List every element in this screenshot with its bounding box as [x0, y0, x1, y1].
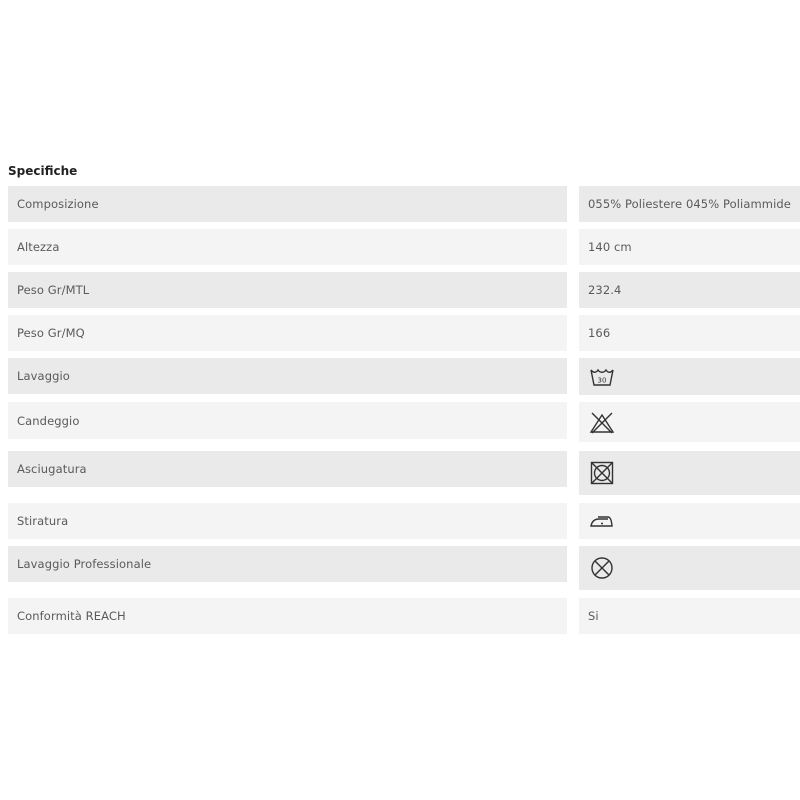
spec-value: [579, 451, 800, 495]
no-bleach-icon: [589, 410, 615, 434]
spec-value: 140 cm: [579, 229, 800, 265]
spec-row-reach: [8, 598, 800, 634]
spec-row-candeggio: [8, 402, 800, 451]
spec-row-composizione: [8, 186, 800, 229]
spec-label: Lavaggio Professionale: [8, 546, 567, 582]
section-title: Specifiche: [8, 164, 78, 178]
spec-row-peso-mtl: [8, 272, 800, 315]
spec-row-peso-mq: [8, 315, 800, 358]
spec-value: [579, 546, 800, 590]
spec-label: Composizione: [8, 186, 567, 222]
svg-text:30: 30: [597, 376, 607, 384]
spec-value: 166: [579, 315, 800, 351]
spec-label: Asciugatura: [8, 451, 567, 487]
spec-value: 055% Poliestere 045% Poliammide: [579, 186, 800, 222]
spec-row-stiratura: [8, 503, 800, 546]
spec-row-asciugatura: [8, 451, 800, 503]
spec-row-lavaggio: [8, 358, 800, 402]
spec-value: [579, 503, 800, 539]
iron-low-icon: [589, 509, 615, 533]
spec-label: Conformità REACH: [8, 598, 567, 634]
specifications-section: [8, 162, 800, 634]
spec-row-lavaggio-professionale: [8, 546, 800, 598]
spec-value: [579, 358, 800, 395]
spec-label: Lavaggio: [8, 358, 567, 394]
spec-value: [579, 402, 800, 442]
spec-label: Peso Gr/MTL: [8, 272, 567, 308]
spec-label: Altezza: [8, 229, 567, 265]
no-tumble-dry-icon: [589, 461, 615, 485]
spec-label: Candeggio: [8, 402, 567, 439]
spec-value: 232.4: [579, 272, 800, 308]
washing-30-icon: [589, 365, 615, 389]
spec-label: Stiratura: [8, 503, 567, 539]
spec-label: Peso Gr/MQ: [8, 315, 567, 351]
spec-value: Si: [579, 598, 800, 634]
no-dry-clean-icon: [589, 556, 615, 580]
spec-row-altezza: [8, 229, 800, 272]
